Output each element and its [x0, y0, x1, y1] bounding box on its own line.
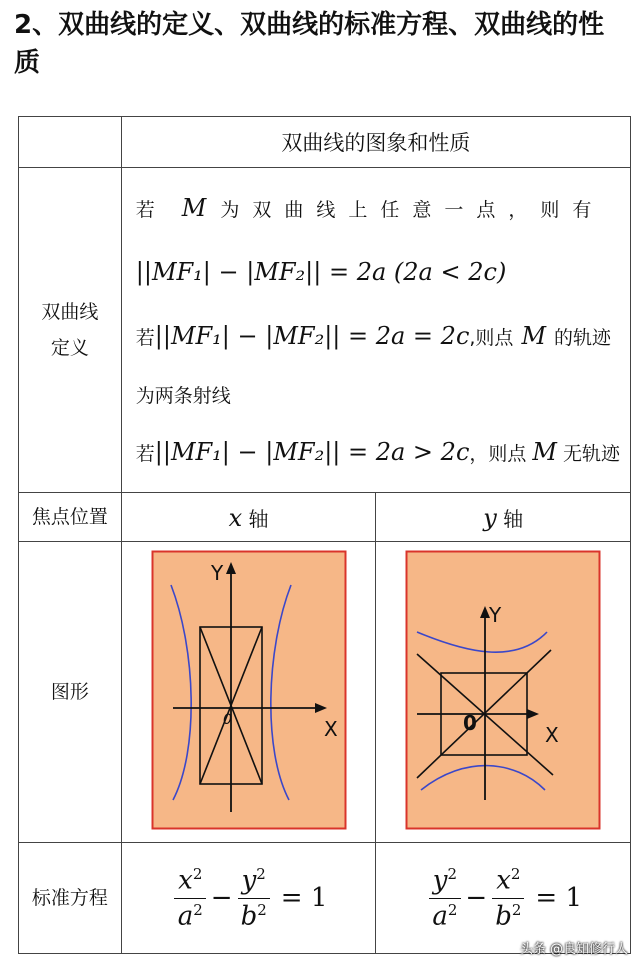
- definition-line-5: [136, 420, 620, 484]
- def-line3-text-a: 若: [135, 326, 155, 349]
- definition-line-1: [136, 176, 620, 240]
- numerator-1: y: [432, 865, 448, 896]
- exp: 2: [257, 900, 267, 919]
- def-line3-text-b: ,则点: [469, 326, 514, 349]
- focus-y-axis: [376, 493, 631, 542]
- def-line1-text-b: 为双曲线上任意一点，则有: [220, 198, 605, 221]
- def-line5-text-c: 无轨迹: [562, 442, 620, 465]
- figure-frame: [152, 552, 345, 829]
- numerator-2: x: [496, 865, 511, 896]
- watermark: 头条 @良知修行人: [519, 942, 628, 957]
- exp: 2: [447, 864, 458, 883]
- focus-x-axis: [121, 493, 376, 542]
- equation-label: 标准方程: [19, 843, 122, 954]
- figure-x-hyperbola: [121, 542, 376, 843]
- exp: 2: [192, 864, 203, 883]
- definition-line-2: [136, 240, 620, 304]
- exp: 2: [256, 864, 266, 883]
- definition-line-3: [136, 304, 620, 368]
- denominator-2: b: [240, 901, 258, 932]
- focus-row: [19, 493, 631, 542]
- focus-y-text: 轴: [503, 506, 524, 531]
- numerator-2: y: [241, 865, 257, 896]
- x-axis-label: X: [323, 717, 338, 741]
- definition-label: [19, 168, 122, 493]
- definition-content: [121, 168, 630, 493]
- hyperbola-properties-table: [18, 116, 631, 954]
- def-line5-text-a: 若: [135, 442, 155, 465]
- focus-label: 焦点位置: [19, 493, 122, 542]
- def-line4-text: 为两条射线: [135, 384, 231, 407]
- y-focus-equation: [424, 865, 582, 931]
- focus-y-var: y: [483, 503, 497, 532]
- exp: 2: [193, 900, 203, 919]
- numerator-1: x: [178, 865, 193, 896]
- x-axis-hyperbola-figure: [151, 550, 347, 830]
- fraction-1: [428, 865, 461, 931]
- denominator-2: b: [495, 901, 512, 932]
- focus-x-text: 轴: [248, 506, 269, 531]
- x-axis-label: X: [545, 723, 559, 747]
- equation-x-focus: [121, 843, 376, 954]
- origin-label: 0: [463, 711, 478, 735]
- exp: 2: [511, 900, 522, 919]
- def-line1-var: M: [181, 194, 207, 222]
- y-axis-hyperbola-figure: [405, 550, 601, 830]
- equals-one: = 1: [535, 883, 583, 913]
- denominator-1: a: [177, 901, 194, 932]
- figure-row: [19, 542, 631, 843]
- def-line5-text-b: ，则点: [469, 442, 527, 465]
- exp: 2: [510, 864, 521, 883]
- table-header-row: [19, 117, 631, 168]
- def-line3-var: M: [521, 322, 547, 350]
- header-empty-cell: [19, 117, 122, 168]
- x-focus-equation: [170, 865, 328, 931]
- minus-sign: −: [465, 883, 488, 913]
- page-heading: 2、双曲线的定义、双曲线的标准方程、双曲线的性质: [14, 10, 605, 78]
- y-axis-label: Y: [210, 561, 223, 585]
- fraction-1: [174, 865, 207, 931]
- equation-row: [19, 843, 631, 954]
- equals-one: = 1: [280, 883, 328, 913]
- def-line3-equation: ||MF₁| − |MF₂|| = 2a = 2c: [154, 322, 470, 350]
- denominator-1: a: [432, 901, 448, 932]
- definition-label-text: 双曲线定义: [41, 301, 99, 359]
- minus-sign: −: [210, 883, 233, 913]
- table-header: 双曲线的图象和性质: [121, 117, 630, 168]
- exp: 2: [447, 900, 458, 919]
- y-axis-label: Y: [489, 603, 502, 627]
- equation-y-focus: [376, 843, 631, 954]
- fraction-2: [491, 865, 525, 931]
- figure-label: 图形: [19, 542, 122, 843]
- figure-frame: [407, 552, 600, 829]
- figure-y-hyperbola: [376, 542, 631, 843]
- def-line5-var: M: [532, 438, 557, 466]
- definition-row: [19, 168, 631, 493]
- focus-x-var: x: [228, 503, 243, 532]
- def-line3-text-c: 的轨迹: [554, 326, 612, 349]
- def-line5-equation: ||MF₁| − |MF₂|| = 2a > 2c: [154, 438, 470, 466]
- def-line1-text-a: 若: [135, 198, 168, 221]
- def-line2-equation: ||MF₁| − |MF₂|| = 2a (2a < 2c): [135, 258, 507, 286]
- origin-label: 0: [222, 712, 232, 728]
- fraction-2: [237, 865, 271, 931]
- definition-line-4: [136, 368, 620, 420]
